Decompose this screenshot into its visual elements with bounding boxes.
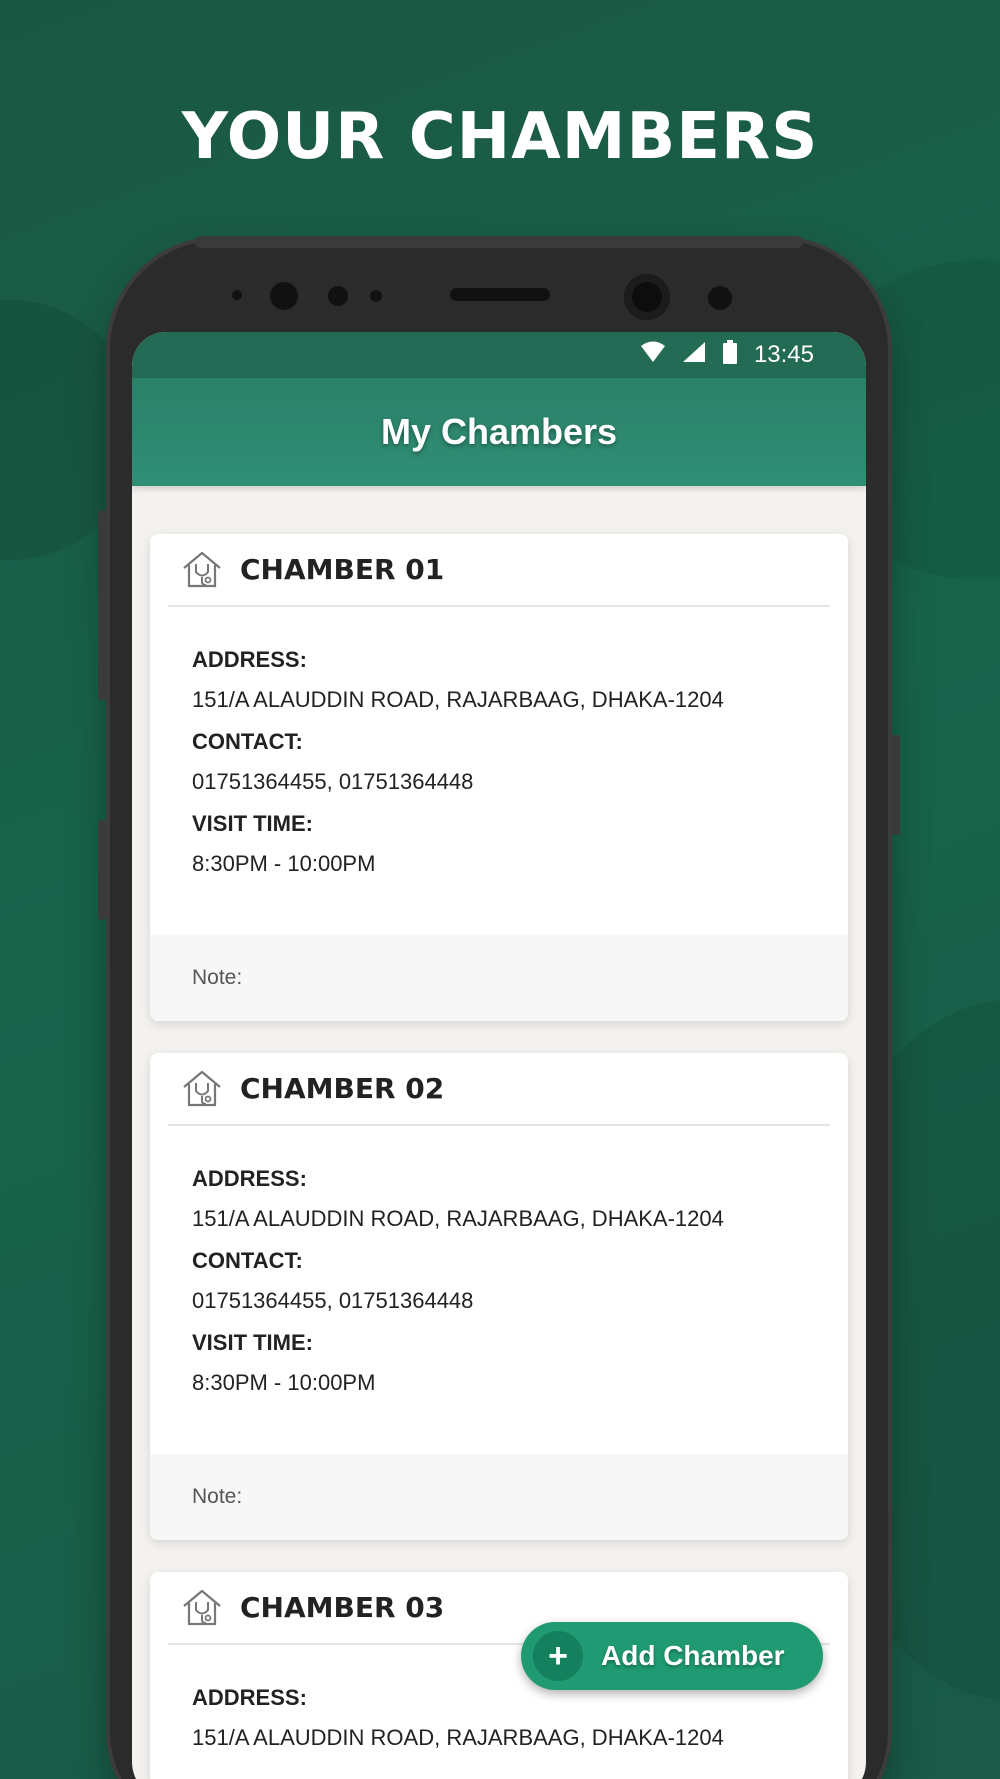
chamber-note: Note:: [150, 1454, 848, 1540]
plus-icon: +: [533, 1631, 583, 1681]
phone-side-button: [98, 820, 106, 920]
promo-headline: YOUR CHAMBERS: [181, 100, 819, 174]
sensor-dot: [328, 286, 348, 306]
status-bar: [132, 332, 866, 378]
contact-value[interactable]: 01751364455, 01751364448: [192, 769, 474, 794]
address-value: 151/A ALAUDDIN ROAD, RAJARBAAG, DHAKA-1204: [192, 1725, 724, 1750]
address-label: ADDRESS:: [192, 1685, 307, 1710]
address-label: ADDRESS:: [192, 1166, 307, 1191]
clinic-house-icon: [180, 1586, 224, 1630]
sensor-dot: [708, 286, 732, 310]
address-value: 151/A ALAUDDIN ROAD, RAJARBAAG, DHAKA-1204: [192, 687, 724, 712]
chamber-details: [150, 607, 848, 913]
status-time: 13:45: [753, 341, 814, 368]
address-value: 151/A ALAUDDIN ROAD, RAJARBAAG, DHAKA-1204: [192, 1206, 724, 1231]
chamber-card[interactable]: [150, 534, 848, 1021]
contact-label: CONTACT:: [192, 729, 303, 754]
chamber-title: CHAMBER 02: [240, 1072, 445, 1105]
wifi-icon: [640, 341, 666, 370]
front-camera-icon: [270, 282, 298, 310]
front-camera-icon: [624, 274, 670, 320]
chamber-title: CHAMBER 01: [240, 553, 445, 586]
add-chamber-button[interactable]: [521, 1622, 823, 1690]
phone-side-button: [892, 735, 900, 835]
phone-screen: [132, 332, 866, 1779]
app-bar: [132, 378, 866, 486]
chamber-details: [150, 1126, 848, 1432]
chamber-note: Note:: [150, 935, 848, 1021]
phone-frame: [110, 240, 888, 1779]
contact-value[interactable]: 01751364455, 01751364448: [192, 1288, 474, 1313]
earpiece-speaker: [450, 288, 550, 301]
contact-label: CONTACT:: [192, 1248, 303, 1273]
clinic-house-icon: [180, 1067, 224, 1111]
sensor-dot: [370, 290, 382, 302]
clinic-house-icon: [180, 548, 224, 592]
address-label: ADDRESS:: [192, 647, 307, 672]
visit-time-label: VISIT TIME:: [192, 811, 313, 836]
battery-icon: [722, 340, 738, 371]
phone-side-button: [98, 510, 106, 700]
sensor-dot: [232, 290, 242, 300]
chamber-card[interactable]: [150, 1053, 848, 1540]
visit-time-label: VISIT TIME:: [192, 1330, 313, 1355]
visit-time-value: 8:30PM - 10:00PM: [192, 851, 376, 876]
cell-signal-icon: [682, 341, 706, 370]
chamber-list: [132, 486, 866, 1779]
chamber-card-header: [168, 1053, 830, 1126]
chamber-card-header: [168, 534, 830, 607]
phone-top-rail: [195, 236, 803, 248]
page-title: My Chambers: [380, 411, 618, 452]
visit-time-value: 8:30PM - 10:00PM: [192, 1370, 376, 1395]
add-chamber-label: Add Chamber: [601, 1640, 785, 1671]
chamber-title: CHAMBER 03: [240, 1591, 445, 1624]
